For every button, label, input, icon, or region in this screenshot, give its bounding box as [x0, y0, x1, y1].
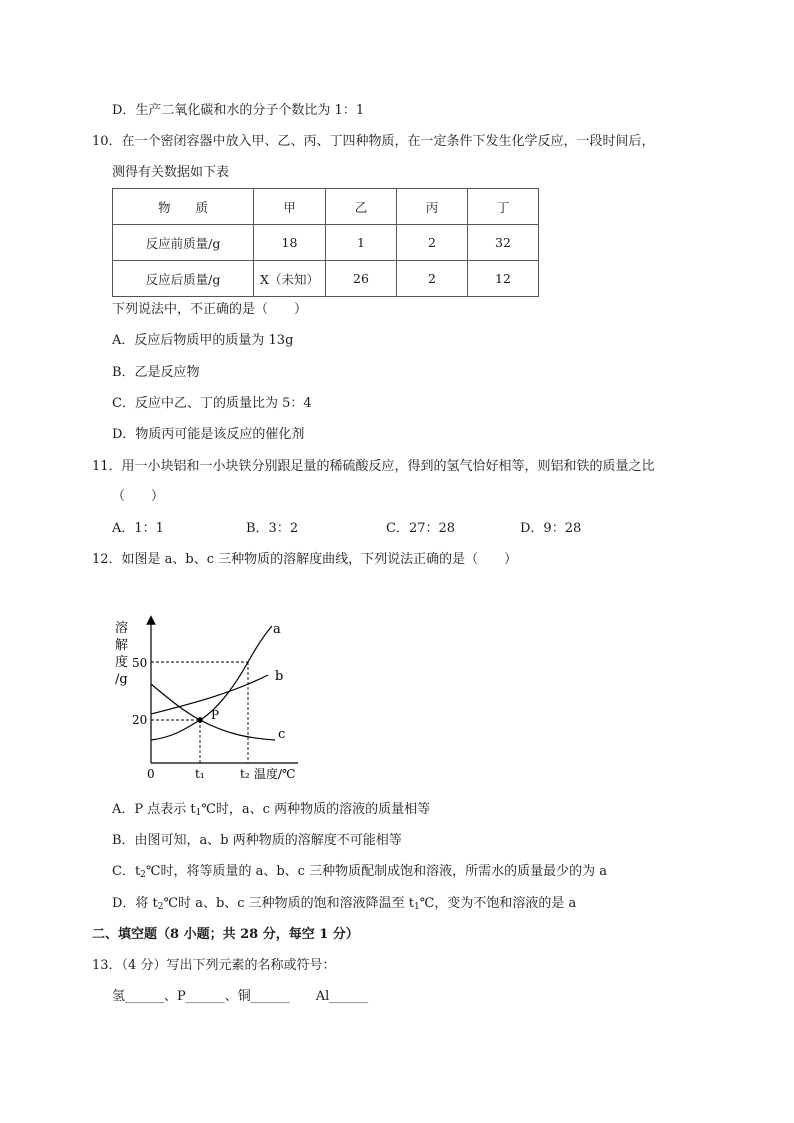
- table-cell: 26: [326, 261, 397, 297]
- curve-a-label: a: [273, 622, 281, 637]
- y-axis-label: 溶: [115, 621, 129, 636]
- q12-option-b: B．由图可知，a、b 两种物质的溶解度不可能相等: [112, 833, 402, 848]
- q12-option-c: [112, 863, 607, 884]
- table-cell: 32: [468, 225, 539, 261]
- table-cell: 反应前质量/g: [113, 225, 254, 261]
- table-cell: 18: [254, 225, 326, 261]
- y-tick-label: 20: [132, 713, 148, 727]
- curve-b-label: b: [275, 669, 284, 684]
- x-tick-label: t₁: [195, 767, 205, 781]
- subscript: 1: [414, 902, 420, 912]
- curve-c-label: c: [278, 727, 286, 742]
- point-p-label: P: [211, 708, 220, 722]
- curve-a: [151, 626, 272, 740]
- x-tick-label: t₂: [240, 767, 250, 781]
- table-header-cell: 物 质: [113, 189, 254, 225]
- table-cell: 反应后质量/g: [113, 261, 254, 297]
- q10-option-b: B．乙是反应物: [112, 365, 200, 380]
- text-fragment: A．P 点表示 t: [112, 802, 196, 817]
- q10-option-d: D．物质丙可能是该反应的催化剂: [112, 427, 305, 442]
- section-heading: 二、填空题（8 小题；共 28 分，每空 1 分）: [92, 927, 359, 942]
- text-fragment: ℃时 a、b、c 三种物质的饱和溶液降温至 t: [163, 896, 415, 911]
- subscript: 2: [157, 902, 164, 912]
- q12-stem: 12．如图是 a、b、c 三种物质的溶解度曲线，下列说法正确的是（ ）: [92, 552, 518, 567]
- q10-stem-line2: 测得有关数据如下表: [112, 165, 230, 180]
- table-cell: 1: [326, 225, 397, 261]
- table-header-cell: 甲: [254, 189, 326, 225]
- table-cell: 2: [397, 261, 468, 297]
- guide-lines: [151, 662, 248, 763]
- table-header-cell: 丙: [397, 189, 468, 225]
- y-axis-label: /g: [115, 672, 128, 687]
- q12-option-d: [112, 895, 576, 916]
- text-fragment: ℃时，将等质量的 a、b、c 三种物质配制成饱和溶液，所需水的质量最少的为 a: [145, 864, 607, 879]
- q12-option-a: [112, 801, 430, 822]
- table-header-cell: 丁: [468, 189, 539, 225]
- text-fragment: D．将 t: [112, 896, 158, 911]
- y-axis-label: 解: [115, 638, 129, 653]
- x-axis-label: 温度/℃: [254, 767, 296, 781]
- subscript: 1: [195, 808, 202, 818]
- text-fragment: C．t: [112, 864, 141, 879]
- table-row: [113, 261, 539, 297]
- text-fragment: ℃时，a、c 两种物质的溶液的质量相等: [201, 802, 431, 817]
- table-row: [113, 225, 539, 261]
- q9-option-d: D．生产二氧化碳和水的分子个数比为 1：1: [112, 103, 365, 118]
- q11-option-d: D．9：28: [520, 521, 582, 536]
- q10-data-table: [112, 188, 539, 297]
- q11-option-c: C．27：28: [386, 521, 456, 536]
- subscript: 2: [140, 870, 146, 880]
- q11-option-a: A．1：1: [112, 521, 164, 536]
- q13-blanks: 氢______、P______、铜______ Al______: [112, 989, 369, 1004]
- q10-option-c: C．反应中乙、丁的质量比为 5：4: [112, 396, 312, 411]
- point-p: [197, 717, 203, 723]
- solubility-chart: [108, 612, 308, 787]
- curve-b: [151, 675, 268, 714]
- table-cell: X（未知）: [254, 261, 326, 297]
- q13-stem: 13．（4 分）写出下列元素的名称或符号：: [92, 958, 336, 973]
- q11-stem-line1: 11．用一小块铝和一小块铁分别跟足量的稀硫酸反应，得到的氢气恰好相等，则铝和铁的质量之比: [92, 459, 655, 474]
- text-fragment: ℃，变为不饱和溶液的是 a: [419, 896, 577, 911]
- y-axis-label: 度: [115, 655, 129, 670]
- table-cell: 2: [397, 225, 468, 261]
- origin-label: 0: [147, 767, 155, 781]
- table-cell: 12: [468, 261, 539, 297]
- q10-option-a: A．反应后物质甲的质量为 13g: [112, 333, 294, 348]
- q10-question: 下列说法中，不正确的是（ ）: [112, 302, 308, 317]
- q10-stem-line1: 10．在一个密闭容器中放入甲、乙、丙、丁四种物质，在一定条件下发生化学反应，一段时间后，: [92, 134, 655, 149]
- y-tick-label: 50: [132, 656, 148, 670]
- q11-stem-line2: （ ）: [112, 489, 165, 504]
- q11-option-b: B．3：2: [246, 521, 299, 536]
- table-header-cell: 乙: [326, 189, 397, 225]
- table-header-row: [113, 189, 539, 225]
